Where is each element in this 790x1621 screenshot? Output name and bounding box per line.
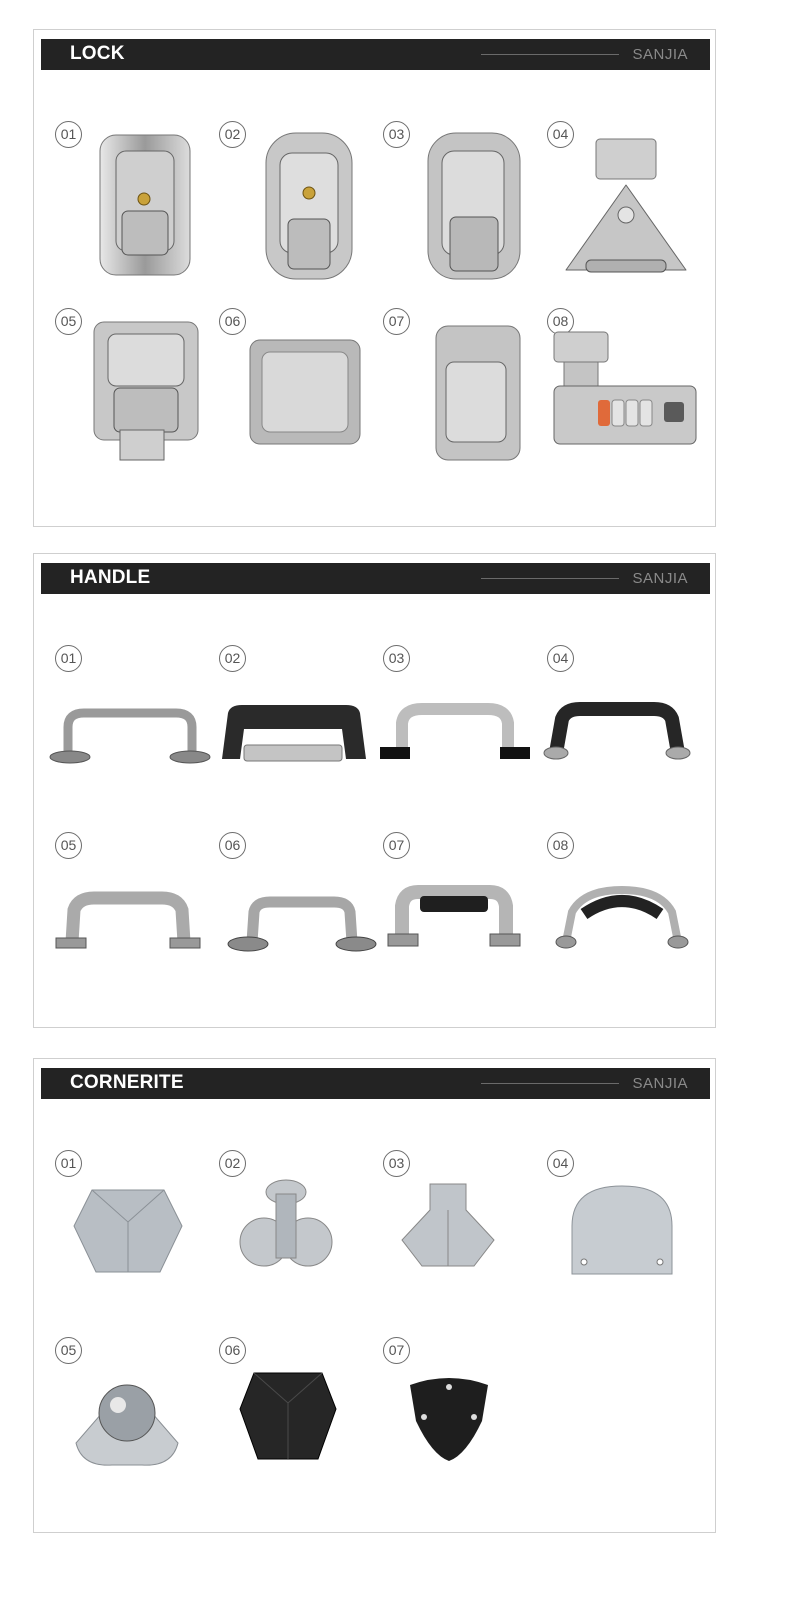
lock-item[interactable] — [198, 308, 362, 478]
combination-lock-icon — [550, 328, 698, 448]
section-header — [41, 563, 710, 594]
section-title: CORNERITE — [70, 1072, 184, 1093]
toggle-latch-icon — [90, 318, 200, 463]
item-number: 08 — [547, 832, 574, 859]
lock-section — [33, 29, 716, 527]
lock-item[interactable] — [34, 308, 198, 478]
handle-item[interactable] — [198, 832, 362, 1002]
corner-item[interactable] — [362, 1337, 526, 1507]
item-number: 02 — [219, 1150, 246, 1177]
draw-latch-lock-icon — [94, 131, 194, 281]
black-grip-handle-icon — [554, 886, 690, 952]
lock-item[interactable] — [362, 121, 526, 291]
section-title: LOCK — [70, 43, 125, 64]
item-number: 05 — [55, 1337, 82, 1364]
chrome-handle-icon — [226, 894, 378, 954]
draw-latch-lock-icon — [258, 131, 358, 281]
item-number: 06 — [219, 308, 246, 335]
item-number: 03 — [383, 121, 410, 148]
lock-item[interactable] — [34, 121, 198, 291]
item-number: 04 — [547, 121, 574, 148]
item-number: 07 — [383, 308, 410, 335]
header-divider — [481, 578, 619, 579]
section-header — [41, 39, 710, 70]
handle-item[interactable] — [198, 645, 362, 815]
item-number: 06 — [219, 832, 246, 859]
handle-item[interactable] — [362, 832, 526, 1002]
item-number: 01 — [55, 121, 82, 148]
item-number: 04 — [547, 1150, 574, 1177]
item-number: 03 — [383, 1150, 410, 1177]
item-number: 03 — [383, 645, 410, 672]
dome-corner-icon — [570, 1182, 674, 1278]
handle-item[interactable] — [362, 645, 526, 815]
handle-item[interactable] — [526, 832, 690, 1002]
corner-item[interactable] — [34, 1150, 198, 1320]
corner-item[interactable] — [34, 1337, 198, 1507]
item-number: 04 — [547, 645, 574, 672]
butterfly-latch-icon — [556, 135, 696, 280]
corner-bracket-icon — [238, 1176, 334, 1276]
corner-item[interactable] — [362, 1150, 526, 1320]
item-number: 02 — [219, 121, 246, 148]
corner-protector-icon — [72, 1186, 184, 1278]
handle-item[interactable] — [34, 832, 198, 1002]
item-number: 02 — [219, 645, 246, 672]
black-grip-handle-icon — [542, 705, 692, 761]
ball-corner-icon — [72, 1373, 182, 1469]
corner-item[interactable] — [198, 1150, 362, 1320]
item-number: 07 — [383, 832, 410, 859]
lock-item[interactable] — [526, 121, 690, 291]
chrome-handle-icon — [52, 892, 204, 952]
section-title: HANDLE — [70, 567, 151, 588]
cornerite-section — [33, 1058, 716, 1533]
brand-label: SANJIA — [632, 46, 688, 63]
corner-item[interactable] — [526, 1150, 690, 1320]
chrome-handle-icon — [48, 705, 212, 767]
black-corner-icon — [406, 1377, 492, 1463]
header-divider — [481, 1083, 619, 1084]
brand-label: SANJIA — [632, 1075, 688, 1092]
item-number: 01 — [55, 1150, 82, 1177]
brand-label: SANJIA — [632, 570, 688, 587]
lock-item[interactable] — [526, 308, 690, 478]
item-number: 07 — [383, 1337, 410, 1364]
handle-item[interactable] — [526, 645, 690, 815]
item-number: 08 — [547, 308, 574, 335]
item-number: 06 — [219, 1337, 246, 1364]
corner-item[interactable] — [198, 1337, 362, 1507]
section-header — [41, 1068, 710, 1099]
corner-bracket-icon — [400, 1180, 496, 1270]
black-strap-handle-icon — [218, 701, 368, 765]
chrome-handle-icon — [378, 703, 530, 761]
header-divider — [481, 54, 619, 55]
case-latch-icon — [432, 322, 522, 462]
lock-item[interactable] — [198, 121, 362, 291]
square-latch-icon — [248, 338, 362, 448]
item-number: 05 — [55, 308, 82, 335]
lock-item[interactable] — [362, 308, 526, 478]
black-corner-protector-icon — [238, 1369, 338, 1463]
black-insert-handle-icon — [386, 886, 522, 950]
draw-latch-lock-icon — [422, 131, 522, 281]
handle-section — [33, 553, 716, 1028]
item-number: 01 — [55, 645, 82, 672]
handle-item[interactable] — [34, 645, 198, 815]
item-number: 05 — [55, 832, 82, 859]
